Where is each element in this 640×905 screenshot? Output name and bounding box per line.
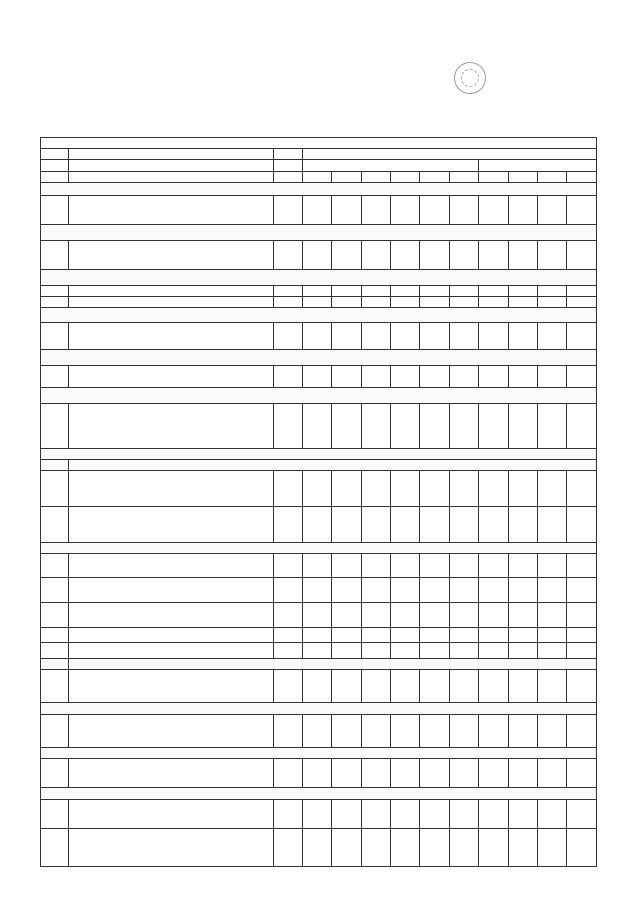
table-row [41,365,597,387]
seal-stamp-inner-ring [461,69,479,87]
table-row [41,578,597,603]
table-row [41,799,597,828]
table-row [41,602,597,627]
section-row [41,182,597,195]
indicators-table [40,137,597,867]
section-row [41,448,597,459]
appendix-block [486,58,596,98]
seal-stamp [454,62,486,94]
section-row [41,388,597,404]
table-header-row [41,171,597,182]
section-row [41,350,597,366]
table-row [41,240,597,269]
table-header-row [41,149,597,160]
section-row [41,542,597,553]
table-row [41,323,597,350]
table-row [41,553,597,578]
table-row [41,627,597,643]
table-row [41,759,597,788]
table-row [41,196,597,225]
table-row [41,643,597,659]
section-row [41,269,597,285]
table-header-row [41,160,597,171]
table-row [41,669,597,703]
table-row [41,471,597,507]
section-row [41,225,597,241]
table-row [41,828,597,866]
section-row [41,748,597,759]
section-row [41,459,597,470]
section-row [41,703,597,714]
section-row [41,658,597,669]
table-header-row [41,138,597,149]
table-row [41,296,597,307]
table-row [41,285,597,296]
section-row [41,307,597,323]
table-row [41,506,597,542]
document-heading [0,104,640,132]
section-row [41,788,597,799]
table-row [41,714,597,748]
table-row [41,403,597,448]
